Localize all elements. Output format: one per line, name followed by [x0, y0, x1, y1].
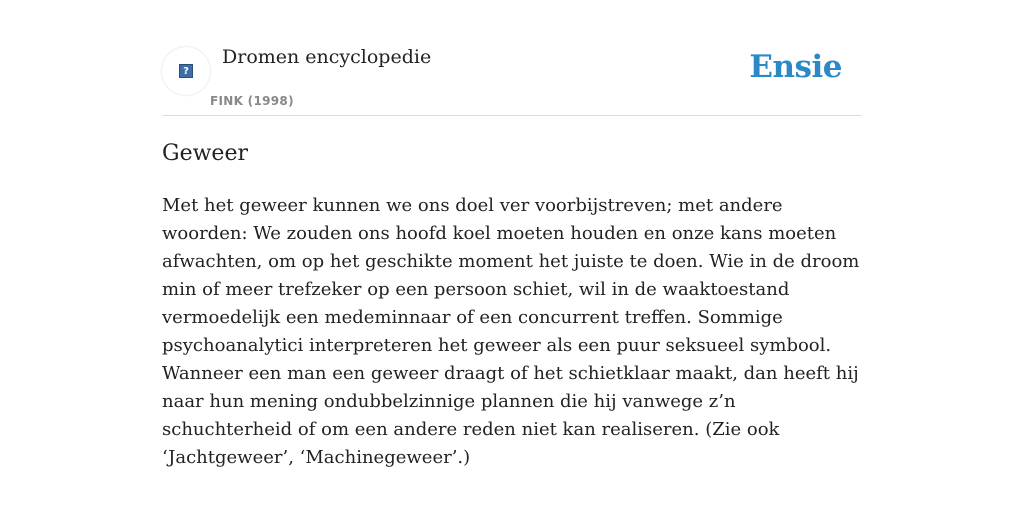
entry-card [162, 0, 862, 512]
entry-definition: Met het geweer kunnen we ons doel ver voorbijstreven; met andere woorden: We zouden ons hoofd koel moeten houden en onze kans moeten afwachten, om op het geschikte moment het juiste te doen. Wie in de droom min of meer trefzeker op een persoon schiet, wil in de waaktoestand vermoedelijk een medeminnaar of een concurrent treffen. Sommige psychoanalytici interpreteren het geweer als een puur seksueel symbool. Wanneer een man een geweer draagt of het schietklaar maakt, dan heeft hij naar hun mening ondubbelzinnige plannen die hij vanwege z’n schuchterheid of om een andere reden niet kan realiseren. (Zie ook ‘Jachtgeweer’, ‘Machinegeweer’.) [162, 195, 860, 468]
source-avatar[interactable] [162, 47, 210, 95]
entry-header [162, 0, 862, 116]
source-title[interactable]: Dromen encyclopedie [222, 46, 432, 68]
entry-term: Geweer [162, 141, 248, 166]
source-meta: FINK (1998) [210, 94, 294, 108]
book-question-icon: ? [179, 64, 193, 78]
ensie-logo[interactable]: Ensie [749, 49, 842, 85]
